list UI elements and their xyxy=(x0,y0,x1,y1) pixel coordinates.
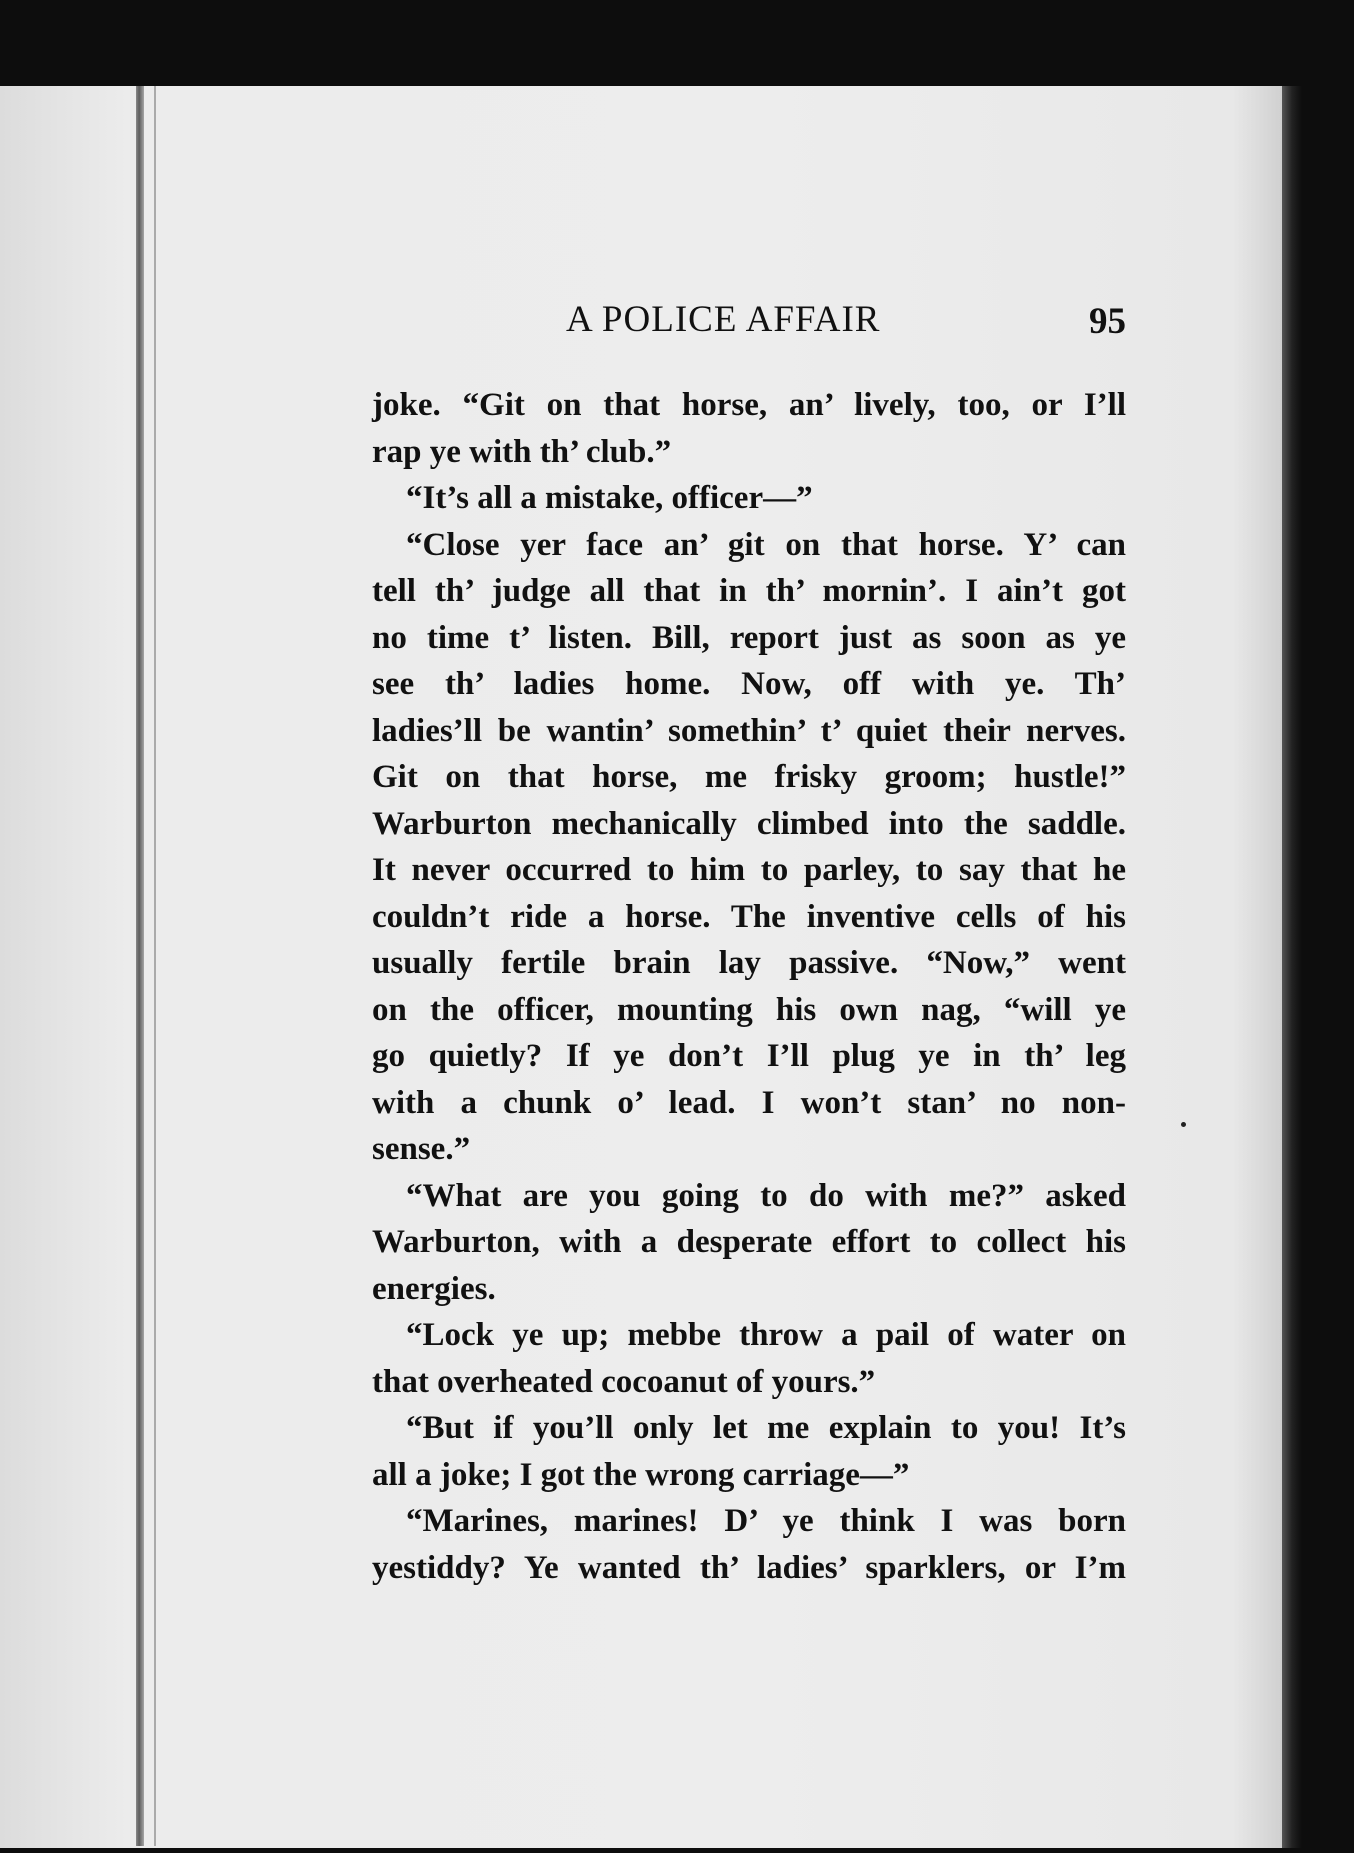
text-line: It never occurred to him to parley, to say that he xyxy=(372,852,1126,888)
text-line: “But if you’ll only let me explain to you! It’s xyxy=(406,1410,1126,1446)
text-line: yestiddy? Ye wanted th’ ladies’ sparklers, or I’m xyxy=(372,1549,1126,1586)
text-line: Git on that horse, me frisky groom; hustle!” xyxy=(372,759,1126,795)
text-line: “It’s all a mistake, officer—” xyxy=(406,480,813,516)
text-line: Warburton mechanically climbed into the saddle. xyxy=(372,805,1126,842)
text-line: energies. xyxy=(372,1270,496,1307)
text-line: with a chunk o’ lead. I won’t stan’ no non- xyxy=(372,1084,1126,1121)
running-head-title: A POLICE AFFAIR xyxy=(566,299,881,340)
text-line: rap ye with th’ club.” xyxy=(372,433,672,470)
text-line: “Marines, marines! D’ ye think I was born xyxy=(406,1503,1126,1539)
page-gutter-shadow xyxy=(154,86,156,1846)
text-line: “Lock ye up; mebbe throw a pail of water on xyxy=(406,1317,1126,1353)
text-line: no time t’ listen. Bill, report just as soon as ye xyxy=(372,619,1126,656)
text-line: tell th’ judge all that in th’ mornin’. I ain’t got xyxy=(372,573,1126,609)
text-line: sense.” xyxy=(372,1131,471,1167)
text-line: go quietly? If ye don’t I’ll plug ye in th’ leg xyxy=(372,1038,1126,1074)
body-text xyxy=(372,382,1126,1591)
page-gutter xyxy=(136,86,144,1846)
text-line: couldn’t ride a horse. The inventive cells of his xyxy=(372,898,1126,935)
text-line: “Close yer face an’ git on that horse. Y’ can xyxy=(406,526,1126,563)
running-head xyxy=(372,298,1126,348)
text-line: Warburton, with a desperate effort to collect his xyxy=(372,1224,1126,1260)
page-edge xyxy=(1282,86,1302,1848)
text-line: that overheated cocoanut of yours.” xyxy=(372,1363,876,1400)
page-number: 95 xyxy=(1089,301,1126,342)
scan-speck xyxy=(1181,1122,1186,1127)
text-line: usually fertile brain lay passive. “Now,” went xyxy=(372,945,1126,981)
text-line: “What are you going to do with me?” asked xyxy=(406,1177,1126,1214)
text-line: on the officer, mounting his own nag, “will ye xyxy=(372,991,1126,1028)
text-line: ladies’ll be wantin’ somethin’ t’ quiet their nerves. xyxy=(372,712,1126,749)
text-line: joke. “Git on that horse, an’ lively, too, or I’ll xyxy=(372,387,1126,423)
text-line: see th’ ladies home. Now, off with ye. Th’ xyxy=(372,666,1126,702)
text-line: all a joke; I got the wrong carriage—” xyxy=(372,1456,910,1493)
